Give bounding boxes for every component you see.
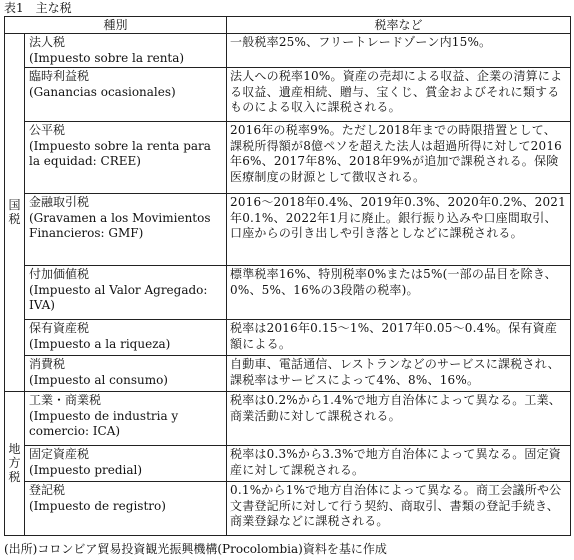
tax-name-es: (Impuesto sobre la renta para la equidad: CREE) xyxy=(29,138,211,168)
table-row xyxy=(5,392,571,446)
tax-name-es: (Impuesto a la riqueza) xyxy=(29,336,171,351)
source-note: (出所)コロンビア貿易投資観光振興機構(Procolombia)資料を基に作成 xyxy=(4,542,387,556)
table-row xyxy=(5,68,571,122)
tax-name: 工業・商業税 xyxy=(29,393,102,407)
tax-name-cell xyxy=(25,356,227,392)
tax-name-es: (Impuesto de industria y comercio: ICA) xyxy=(29,408,179,438)
tax-name: 保有資産税 xyxy=(29,321,90,335)
table-row xyxy=(5,320,571,356)
group-national-tax xyxy=(5,34,25,392)
header-category: 種別 xyxy=(5,17,227,34)
table-row xyxy=(5,482,571,536)
header-row xyxy=(5,17,571,34)
tax-desc: 自動車、電話通信、レストランなどのサービスに課税され、課税率はサービスによって4%、8%、16%。 xyxy=(227,356,571,392)
table-row xyxy=(5,34,571,68)
tax-name: 登記税 xyxy=(29,483,66,497)
tax-name-cell xyxy=(25,194,227,266)
tax-name: 消費税 xyxy=(29,357,66,371)
group-label: 地方税 xyxy=(8,441,21,484)
tax-name-es: (Impuesto sobre la renta) xyxy=(29,50,185,65)
tax-name: 固定資産税 xyxy=(29,447,90,461)
table-caption: 表1 主な税 xyxy=(4,1,72,15)
tax-name: 公平税 xyxy=(29,123,66,137)
tax-desc: 税率は0.2%から1.4%で地方自治体によって異なる。工業、商業活動に対して課税される。 xyxy=(227,392,571,446)
tax-name: 法人税 xyxy=(29,35,66,49)
tax-desc: 一般税率25%、フリートレードゾーン内15%。 xyxy=(227,34,571,68)
table-row xyxy=(5,122,571,194)
header-rates: 税率など xyxy=(227,17,571,34)
tax-name: 金融取引税 xyxy=(29,195,90,209)
table-row xyxy=(5,194,571,266)
tax-name-es: (Impuesto al Valor Agregado: IVA) xyxy=(29,282,208,312)
tax-name: 付加価値税 xyxy=(29,267,90,281)
tax-name-cell xyxy=(25,482,227,536)
tax-name-cell xyxy=(25,320,227,356)
tax-desc: 2016年の税率9%。ただし2018年までの時限措置として、課税所得額が8億ペソを超えた法人は超過所得に対して2016年6%、2017年8%、2018年9%が追加で課税される。保険医療制度の財源として徴収される。 xyxy=(227,122,571,194)
tax-name-es: (Impuesto al consumo) xyxy=(29,372,168,387)
tax-desc: 標準税率16%、特別税率0%または5%(一部の品目を除き、0%、5%、16%の3段階の税率)。 xyxy=(227,266,571,320)
tax-desc: 法人への税率10%。資産の売却による収益、企業の清算による収益、遺産相続、贈与、宝くじ、賞金およびそれに類するものによる収入に課税される。 xyxy=(227,68,571,122)
tax-table xyxy=(4,16,571,536)
group-label: 国税 xyxy=(8,197,21,226)
tax-name-es: (Gravamen a los Movimientos Financieros: GMF) xyxy=(29,210,211,240)
tax-name-cell xyxy=(25,392,227,446)
table-row xyxy=(5,356,571,392)
tax-desc: 税率は2016年0.15～1%、2017年0.05～0.4%。保有資産額による。 xyxy=(227,320,571,356)
table-row xyxy=(5,266,571,320)
tax-name-es: (Impuesto de registro) xyxy=(29,498,166,513)
tax-name-cell xyxy=(25,122,227,194)
tax-desc: 2016～2018年0.4%、2019年0.3%、2020年0.2%、2021年0.1%、2022年1月に廃止。銀行振り込みや口座間取引、口座からの引き出しや引き落としなどに課税される。 xyxy=(227,194,571,266)
tax-name-cell xyxy=(25,266,227,320)
tax-desc: 0.1%から1%で地方自治体によって異なる。商工会議所や公文書登記所に対して行う契約、商取引、書類の登記手続き、商業登録などに課税される。 xyxy=(227,482,571,536)
tax-name-cell xyxy=(25,68,227,122)
tax-name-es: (Impuesto predial) xyxy=(29,462,143,477)
group-local-tax xyxy=(5,392,25,536)
tax-name-es: (Ganancias ocasionales) xyxy=(29,84,176,99)
table-row xyxy=(5,446,571,482)
tax-name-cell xyxy=(25,446,227,482)
tax-name-cell xyxy=(25,34,227,68)
tax-name: 臨時利益税 xyxy=(29,69,90,83)
tax-desc: 税率は0.3%から3.3%で地方自治体によって異なる。固定資産に対して課税される。 xyxy=(227,446,571,482)
